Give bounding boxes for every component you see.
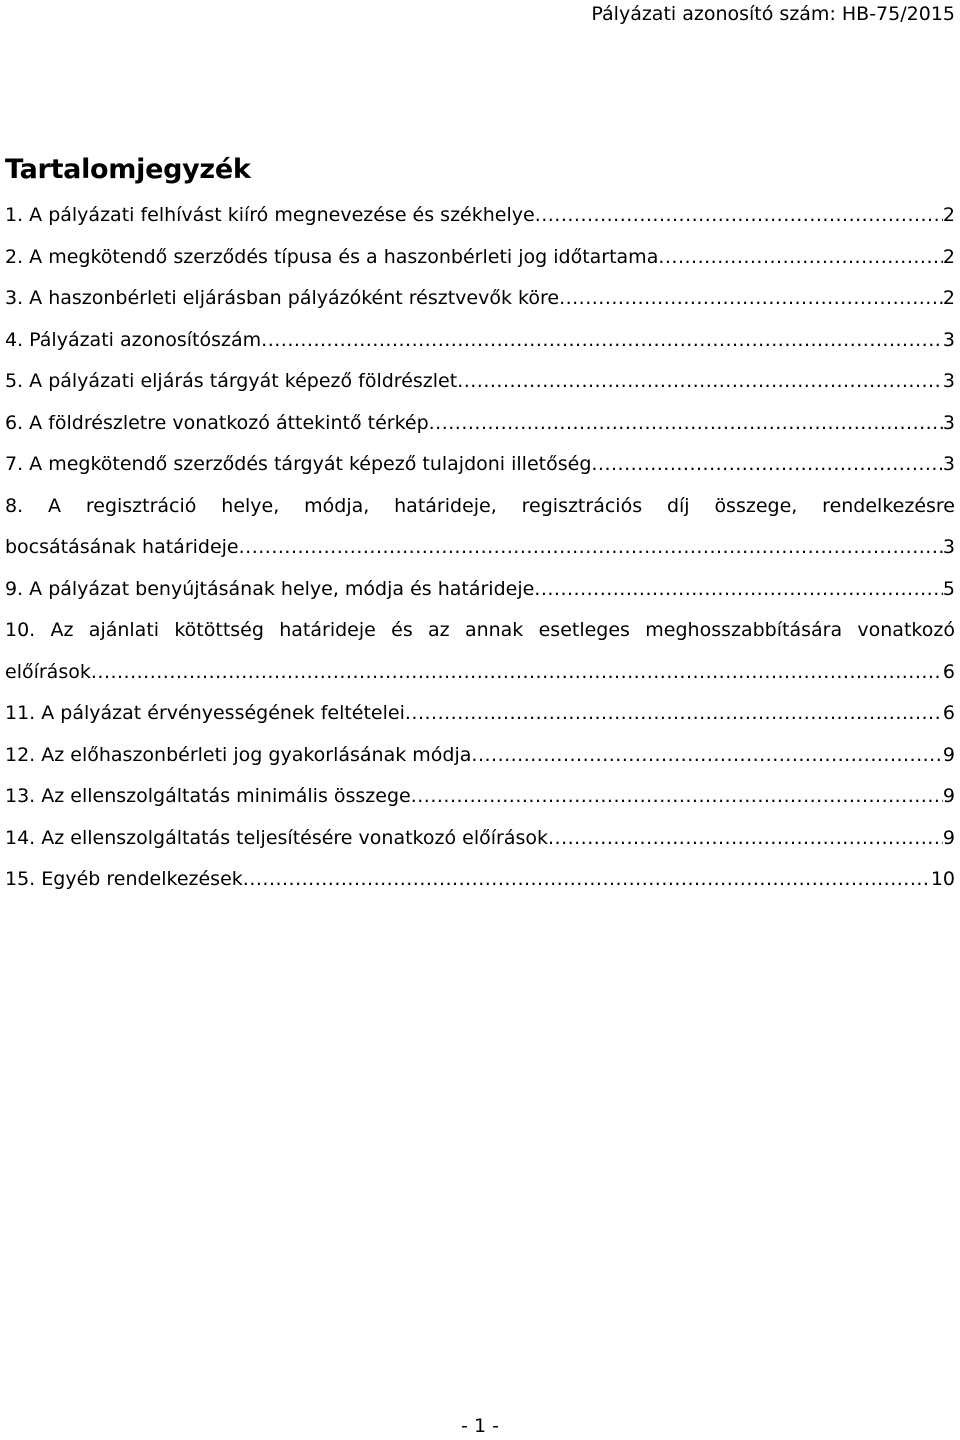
table-of-contents bbox=[5, 195, 955, 901]
dot-leader bbox=[91, 652, 943, 694]
toc-word: összege, bbox=[714, 494, 798, 517]
toc-word: ajánlati bbox=[88, 619, 160, 641]
toc-entry-label-line2 bbox=[5, 527, 955, 569]
toc-entry-page: 5 bbox=[942, 577, 955, 600]
toc-word: Az bbox=[50, 619, 74, 641]
toc-entry-page: 6 bbox=[942, 702, 955, 724]
toc-entry-1[interactable] bbox=[5, 195, 955, 237]
toc-word: határideje bbox=[279, 619, 376, 641]
toc-entry-page: 9 bbox=[942, 743, 955, 766]
dot-leader bbox=[405, 693, 943, 735]
toc-word: helye, bbox=[221, 494, 280, 517]
toc-entry-14[interactable] bbox=[5, 818, 955, 860]
toc-entry-10[interactable] bbox=[5, 610, 955, 693]
dot-leader bbox=[534, 569, 943, 611]
dot-leader bbox=[535, 195, 943, 237]
toc-entry-label: 7. A megkötendő szerződés tárgyát képező tulajdoni illetőség bbox=[5, 453, 592, 475]
toc-entry-2[interactable] bbox=[5, 237, 955, 279]
toc-entry-label: 12. Az előhaszonbérleti jog gyakorlásának módja bbox=[5, 743, 472, 766]
dot-leader bbox=[261, 320, 943, 362]
toc-entry-label-line2 bbox=[5, 652, 955, 694]
toc-word: A bbox=[48, 494, 61, 517]
dot-leader bbox=[239, 527, 943, 569]
dot-leader bbox=[591, 444, 943, 486]
toc-entry-page: 3 bbox=[942, 411, 955, 434]
dot-leader bbox=[411, 776, 943, 818]
toc-entry-page: 3 bbox=[942, 370, 955, 392]
dot-leader bbox=[429, 403, 943, 445]
dot-leader bbox=[559, 278, 943, 320]
toc-word: rendelkezésre bbox=[822, 494, 955, 517]
toc-entry-label: 4. Pályázati azonosítószám bbox=[5, 328, 262, 351]
toc-entry-13[interactable] bbox=[5, 776, 955, 818]
toc-entry-label: 15. Egyéb rendelkezések bbox=[5, 868, 243, 890]
toc-entry-12[interactable] bbox=[5, 735, 955, 777]
toc-entry-page: 3 bbox=[942, 453, 955, 475]
toc-word: annak bbox=[464, 619, 524, 641]
toc-entry-label: 2. A megkötendő szerződés típusa és a haszonbérleti jog időtartama bbox=[5, 245, 659, 268]
toc-word: esetleges bbox=[538, 619, 630, 641]
toc-entry-3[interactable] bbox=[5, 278, 955, 320]
toc-entry-page: 2 bbox=[942, 204, 955, 226]
toc-word: és bbox=[391, 619, 413, 641]
toc-entry-6[interactable] bbox=[5, 403, 955, 445]
toc-word: 8. bbox=[5, 494, 24, 517]
toc-entry-5[interactable] bbox=[5, 361, 955, 403]
page-number: - 1 - bbox=[461, 1415, 499, 1437]
toc-entry-11[interactable] bbox=[5, 693, 955, 735]
dot-leader bbox=[548, 818, 943, 860]
toc-entry-label: bocsátásának határideje bbox=[5, 536, 239, 558]
toc-entry-page: 2 bbox=[942, 245, 955, 268]
toc-entry-label: előírások bbox=[5, 660, 91, 683]
toc-entry-9[interactable] bbox=[5, 569, 955, 611]
toc-word: regisztráció bbox=[85, 494, 197, 517]
dot-leader bbox=[457, 361, 943, 403]
toc-word: határideje, bbox=[394, 494, 497, 517]
toc-word: kötöttség bbox=[174, 619, 264, 641]
toc-entry-label: 3. A haszonbérleti eljárásban pályázóként résztvevők köre bbox=[5, 287, 560, 309]
toc-entry-label: 14. Az ellenszolgáltatás teljesítésére vonatkozó előírások bbox=[5, 826, 548, 849]
toc-word: 10. bbox=[5, 619, 36, 641]
toc-entry-page: 9 bbox=[942, 785, 955, 807]
toc-entry-label-line1 bbox=[5, 610, 955, 652]
toc-word: meghosszabbítására bbox=[645, 619, 843, 641]
dot-leader bbox=[471, 735, 943, 777]
toc-word: regisztrációs bbox=[521, 494, 643, 517]
toc-entry-label: 6. A földrészletre vonatkozó áttekintő térkép bbox=[5, 411, 429, 434]
toc-entry-page: 3 bbox=[942, 328, 955, 351]
toc-entry-7[interactable] bbox=[5, 444, 955, 486]
page-footer bbox=[0, 1412, 960, 1440]
toc-entry-15[interactable] bbox=[5, 859, 955, 901]
toc-entry-4[interactable] bbox=[5, 320, 955, 362]
dot-leader bbox=[658, 237, 943, 279]
toc-entry-page: 10 bbox=[930, 868, 955, 890]
toc-word: vonatkozó bbox=[857, 619, 955, 641]
toc-entry-label: 11. A pályázat érvényességének feltételei bbox=[5, 702, 405, 724]
toc-entry-label-line1 bbox=[5, 486, 955, 528]
toc-entry-label: 13. Az ellenszolgáltatás minimális összege bbox=[5, 785, 411, 807]
toc-entry-page: 2 bbox=[942, 287, 955, 309]
toc-entry-page: 6 bbox=[942, 660, 955, 683]
toc-entry-8[interactable] bbox=[5, 486, 955, 569]
toc-entry-label: 1. A pályázati felhívást kiíró megnevezése és székhelye bbox=[5, 204, 535, 226]
dot-leader bbox=[243, 859, 931, 901]
toc-word: módja, bbox=[304, 494, 370, 517]
toc-word: az bbox=[428, 619, 450, 641]
toc-title: Tartalomjegyzék bbox=[5, 154, 251, 185]
toc-entry-page: 9 bbox=[942, 826, 955, 849]
toc-entry-label: 5. A pályázati eljárás tárgyát képező földrészlet bbox=[5, 370, 458, 392]
toc-entry-page: 3 bbox=[942, 536, 955, 558]
toc-word: díj bbox=[666, 494, 690, 517]
toc-entry-label: 9. A pályázat benyújtásának helye, módja és határideje bbox=[5, 577, 535, 600]
page-header: Pályázati azonosító szám: HB-75/2015 bbox=[591, 3, 955, 25]
